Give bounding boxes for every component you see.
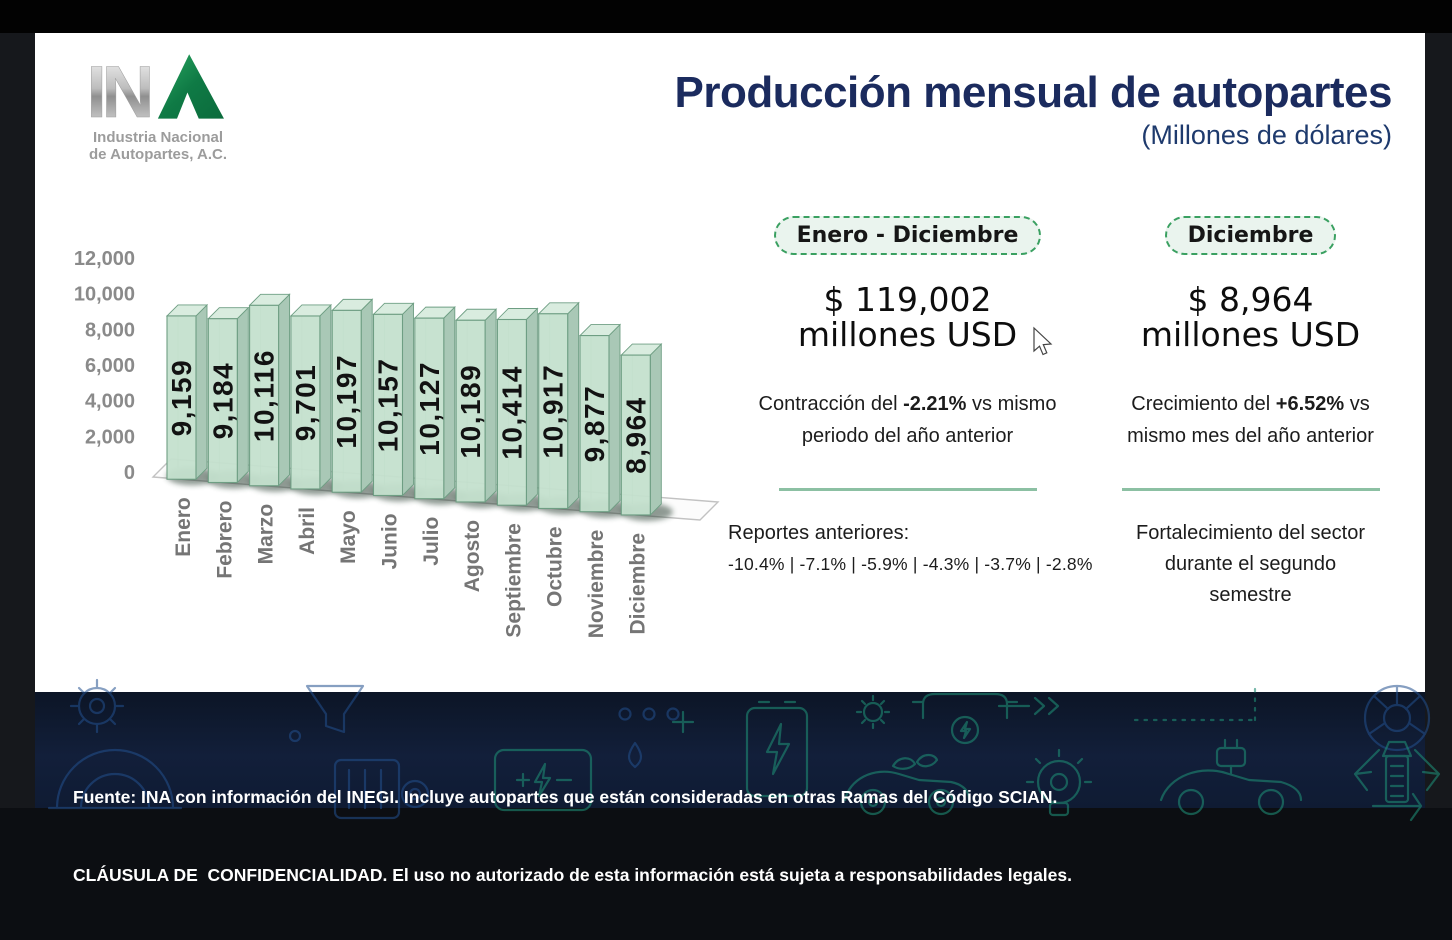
- bar-value-label: 9,159: [166, 358, 197, 437]
- page-subtitle: (Millones de dólares): [1141, 120, 1392, 150]
- bar-value-label: 10,157: [372, 357, 404, 453]
- footer-text: [73, 732, 1072, 940]
- ina-logo: [68, 49, 248, 163]
- month-label: Noviembre: [585, 529, 608, 639]
- slide: [35, 33, 1425, 885]
- month-label: Mayo: [337, 510, 361, 564]
- logo-in-letters: IN: [86, 51, 150, 133]
- bar-value-label: 10,189: [455, 363, 487, 459]
- bar-value-label: 10,917: [537, 363, 569, 459]
- logo-a-letter: [158, 54, 224, 118]
- plus-icon: [673, 712, 693, 732]
- sun-gear-icon: [857, 696, 889, 728]
- period-badge-month: Diciembre: [1165, 216, 1337, 255]
- left-letterbox: [0, 33, 35, 808]
- mouse-cursor: [1032, 327, 1054, 359]
- summary-panel-annual: [715, 216, 1100, 636]
- sector-note: Fortalecimiento del sector durante el segundo semestre: [1136, 522, 1365, 606]
- bar-column: [166, 305, 207, 479]
- month-label: Marzo: [254, 503, 278, 565]
- footer-source-line: Fuente: INA con información del INEGI. Incluye autopartes que están consideradas en otras Ramas del Código SCIAN.: [73, 787, 1058, 807]
- summary-panel-month: [1108, 216, 1393, 636]
- month-change-pct: +6.52%: [1275, 393, 1345, 415]
- month-amount: [1108, 282, 1393, 352]
- y-axis-label: 2,000: [84, 426, 135, 449]
- period-badge-annual: Enero - Diciembre: [774, 216, 1042, 255]
- previous-reports-label: Reportes anteriores:: [728, 522, 910, 544]
- annual-change-pct: -2.21%: [903, 393, 967, 415]
- previous-reports-values: -10.4% | -7.1% | -5.9% | -4.3% | -3.7% | -2.8%: [728, 554, 1093, 574]
- right-letterbox: [1425, 33, 1452, 808]
- bar-column: [620, 344, 661, 515]
- bar-column: [496, 308, 537, 505]
- bar-column: [290, 305, 331, 489]
- production-chart: [55, 245, 735, 695]
- bar-value-label: 8,964: [620, 396, 652, 474]
- logo-caption-line2: de Autopartes, A.C.: [88, 146, 228, 163]
- y-axis-label: 12,000: [73, 248, 135, 270]
- month-label: Julio: [419, 516, 443, 566]
- green-divider: [1122, 488, 1380, 491]
- page-title: Producción mensual de autopartes: [674, 68, 1392, 117]
- logo-caption-line1: Industria Nacional: [92, 129, 224, 146]
- footer-confidentiality-line: CLÁUSULA DE CONFIDENCIALIDAD. El uso no autorizado de esta información está sujeta a responsabilidades legales.: [73, 865, 1072, 885]
- month-label: Junio: [378, 513, 402, 570]
- window-topbar: [0, 0, 1452, 33]
- y-axis-label: 10,000: [73, 283, 135, 306]
- logo-monogram: [82, 49, 232, 133]
- annual-change-description: Contracción del -2.21% vs mismo periodo del año anterior: [758, 393, 1057, 447]
- bar-column: [579, 325, 620, 512]
- bar-value-label: 10,414: [496, 365, 528, 460]
- dots-icon: [620, 709, 679, 720]
- bar-value-label: 10,116: [248, 348, 280, 443]
- month-change-description: Crecimiento del +6.52% vs mismo mes del año anterior: [1127, 393, 1374, 447]
- month-label: Abril: [295, 506, 319, 555]
- bar-column: [538, 303, 579, 509]
- month-label: Diciembre: [626, 532, 650, 635]
- bar-column: [414, 307, 455, 499]
- y-axis-label: 6,000: [84, 355, 135, 377]
- annual-amount-unit: millones USD: [797, 315, 1018, 354]
- bar-column: [373, 303, 414, 495]
- previous-reports: [728, 518, 1093, 580]
- bar-value-label: 9,701: [289, 363, 321, 442]
- wheel-icon: [1365, 686, 1429, 750]
- chart-svg: [55, 245, 735, 695]
- bar-column: [249, 294, 290, 485]
- bar-column: [207, 308, 248, 483]
- bar-value-label: 9,184: [207, 361, 239, 440]
- month-amount-unit: millones USD: [1140, 315, 1361, 354]
- footer: [35, 692, 1425, 885]
- bar-column: [331, 299, 372, 492]
- y-axis-label: 4,000: [84, 390, 135, 413]
- y-axis-label: 0: [123, 462, 135, 484]
- month-amount-value: $ 8,964: [1187, 280, 1314, 319]
- green-divider: [779, 488, 1037, 491]
- bar-value-label: 9,877: [579, 384, 610, 463]
- annual-amount-value: $ 119,002: [823, 280, 992, 319]
- y-axis-label: 8,000: [84, 319, 135, 342]
- month-label: Agosto: [461, 519, 485, 593]
- bar-value-label: 10,127: [413, 361, 445, 456]
- month-label: Octubre: [543, 526, 567, 607]
- bar-value-label: 10,197: [331, 353, 363, 449]
- month-label: Febrero: [213, 500, 237, 579]
- month-label: Enero: [172, 497, 196, 557]
- bar-column: [455, 309, 496, 502]
- dotted-line-icon: [1135, 686, 1255, 720]
- gear-icon: [71, 680, 123, 732]
- plug-car-icon: [1161, 740, 1301, 814]
- month-label: Septiembre: [502, 523, 526, 638]
- header: [675, 69, 1393, 151]
